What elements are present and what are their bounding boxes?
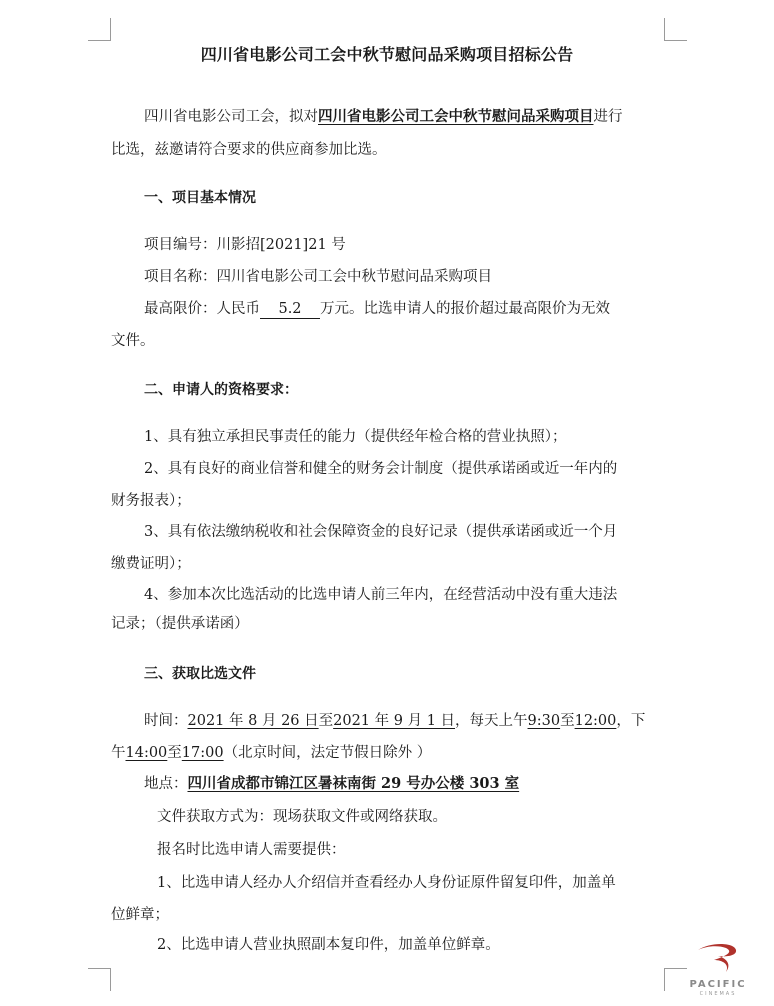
logo-name: PACIFIC	[689, 979, 747, 990]
pacific-swoosh-icon	[696, 942, 740, 978]
requirement-4-cont: 记录；（提供承诺函）	[111, 616, 249, 632]
price-value: 5.2	[260, 301, 320, 319]
section-2-heading: 二、申请人的资格要求：	[144, 382, 298, 398]
place-address: 四川省成都市锦江区暑袜南街 29 号办公楼 303 室	[187, 775, 520, 792]
crop-mark-top-right	[664, 18, 687, 41]
intro-line-1: 四川省电影公司工会，拟对四川省电影公司工会中秋节慰问品采购项目进行	[144, 108, 623, 125]
requirement-4: 4、参加本次比选活动的比选申请人前三年内，在经营活动中没有重大违法	[144, 587, 618, 603]
project-name-emphasis: 四川省电影公司工会中秋节慰问品采购项目	[318, 108, 594, 125]
requirement-2-cont: 财务报表）；	[111, 493, 191, 509]
price-limit-line-2: 文件。	[111, 333, 155, 349]
provide-item-1: 1、比选申请人经办人介绍信并查看经办人身份证原件留复印件，加盖单	[157, 875, 616, 891]
intro-line-2: 比选，兹邀请符合要求的供应商参加比选。	[111, 142, 387, 158]
project-number: 项目编号：川影招[2021]21 号	[144, 237, 346, 253]
date-end: 2021 年 9 月 1 日	[333, 713, 456, 729]
pacific-cinemas-logo	[682, 942, 754, 998]
place-line: 地点：四川省成都市锦江区暑袜南街 29 号办公楼 303 室	[144, 775, 520, 792]
pm-end: 17:00	[181, 745, 224, 761]
price-limit-line: 最高限价：人民币 5.2 万元。比选申请人的报价超过最高限价为无效	[144, 301, 610, 317]
time-line-2: 午14:00至17:00（北京时间，法定节假日除外 ）	[111, 745, 432, 761]
provide-item-2: 2、比选申请人营业执照副本复印件，加盖单位鲜章。	[157, 937, 500, 953]
requirement-3-cont: 缴费证明）；	[111, 556, 191, 572]
section-1-heading: 一、项目基本情况	[144, 190, 256, 206]
requirement-2: 2、具有良好的商业信誉和健全的财务会计制度（提供承诺函或近一年内的	[144, 461, 618, 477]
provide-item-1-cont: 位鲜章；	[111, 907, 169, 923]
date-start: 2021 年 8 月 26 日	[187, 713, 319, 729]
requirement-3: 3、具有依法缴纳税收和社会保障资金的良好记录（提供承诺函或近一个月	[144, 524, 618, 540]
am-end: 12:00	[574, 713, 617, 729]
pm-start: 14:00	[125, 745, 168, 761]
acquire-method: 文件获取方式为：现场获取文件或网络获取。	[157, 809, 447, 825]
section-3-heading: 三、获取比选文件	[144, 666, 256, 682]
document-title: 四川省电影公司工会中秋节慰问品采购项目招标公告	[200, 45, 574, 64]
project-name: 项目名称：四川省电影公司工会中秋节慰问品采购项目	[144, 269, 492, 285]
logo-sub: CINEMAS	[699, 991, 737, 997]
crop-mark-top-left	[88, 18, 111, 41]
registration-provide: 报名时比选申请人需要提供：	[157, 842, 346, 858]
am-start: 9:30	[527, 713, 561, 729]
crop-mark-bottom-left	[88, 968, 111, 991]
requirement-1: 1、具有独立承担民事责任的能力（提供经年检合格的营业执照）；	[144, 429, 567, 445]
time-line: 时间：2021 年 8 月 26 日至2021 年 9 月 1 日，每天上午9:30至12:00，下	[144, 713, 646, 729]
